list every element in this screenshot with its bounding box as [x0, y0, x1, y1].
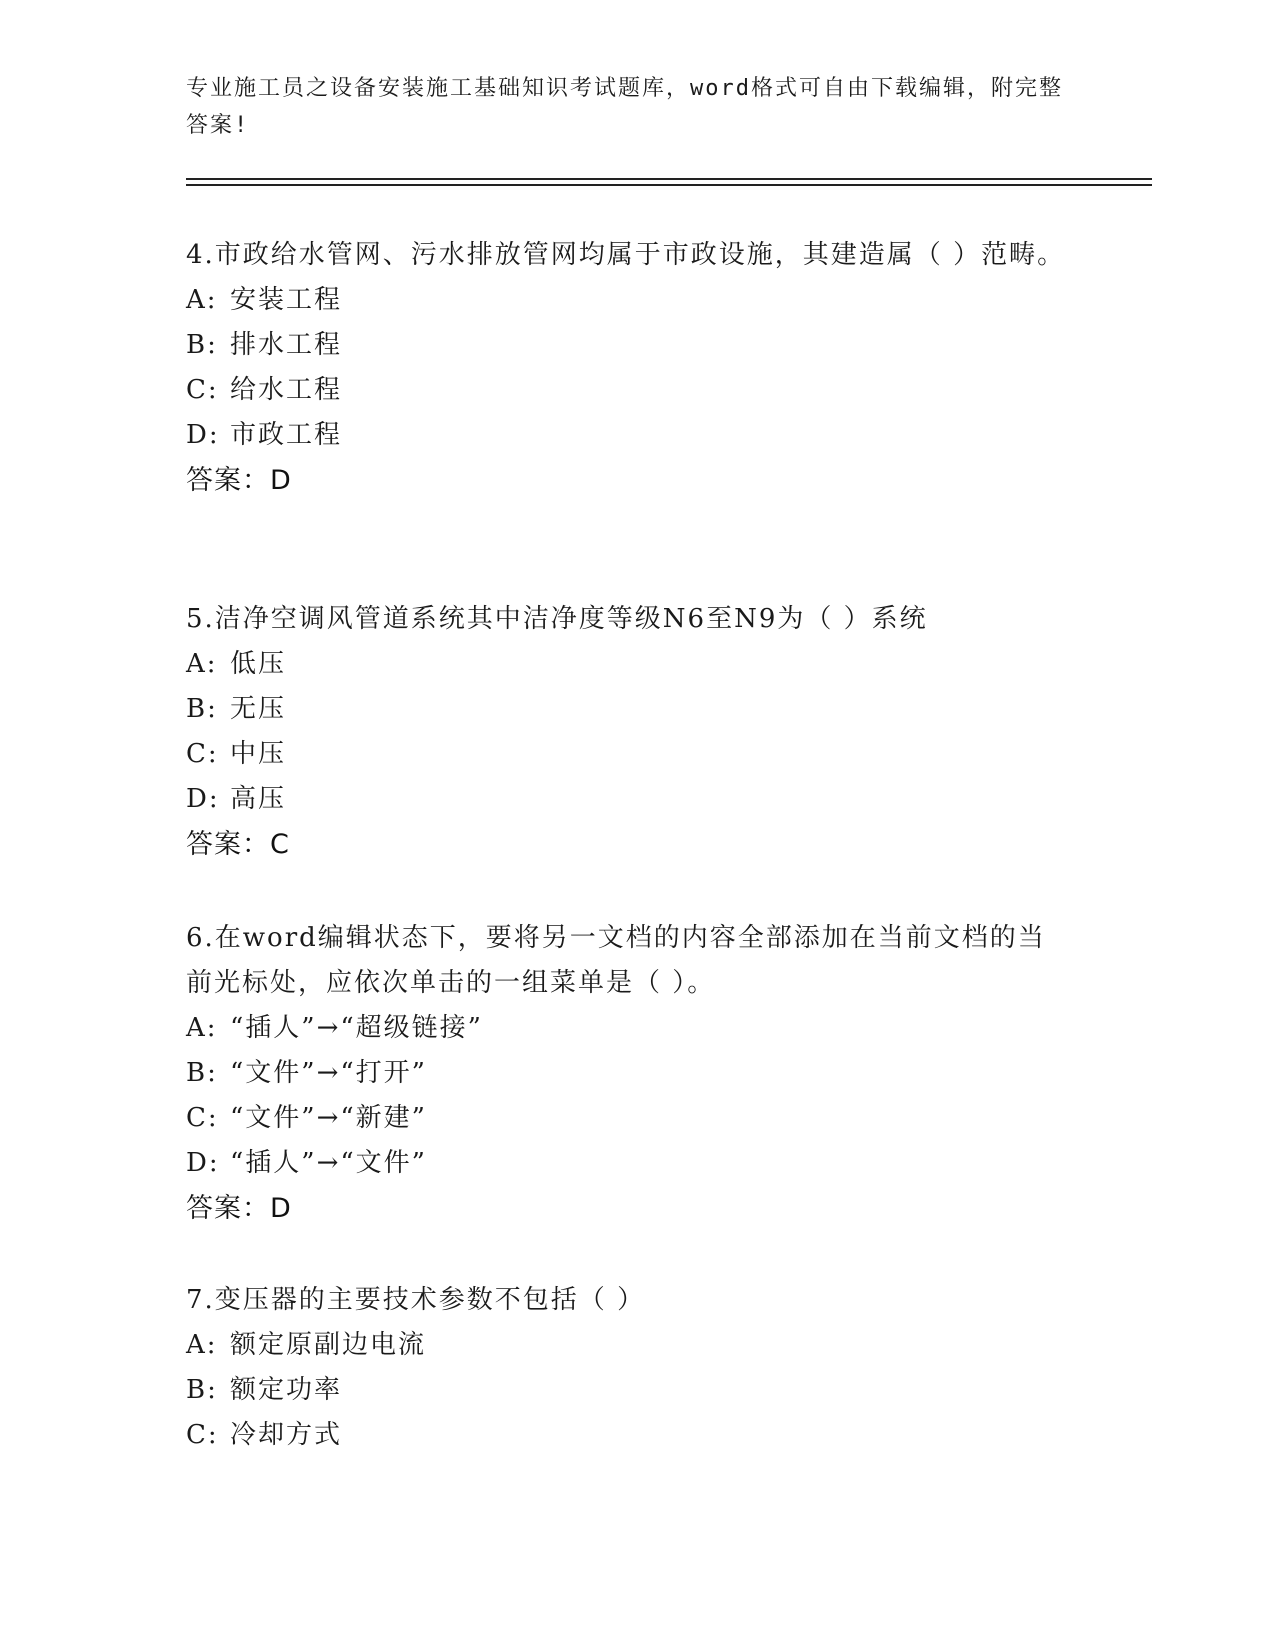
option-letter: B:: [186, 694, 218, 724]
question-stem: 4.市政给水管网、污水排放管网均属于市政设施，其建造属（ ）范畴。: [186, 240, 1066, 270]
option-b: [186, 323, 1066, 368]
option-text: 冷却方式: [230, 1420, 343, 1450]
option-d: [186, 1141, 1066, 1186]
option-c: [186, 1413, 1066, 1458]
option-letter: D:: [186, 420, 220, 450]
answer-line: 答案：D: [186, 465, 292, 496]
question-6: [186, 916, 1066, 1232]
answer-line: 答案：D: [186, 1193, 292, 1224]
option-text: 低压: [230, 649, 287, 679]
option-text: “插人”→“超级链接”: [230, 1013, 483, 1043]
option-text: “插人”→“文件”: [230, 1148, 427, 1178]
option-c: [186, 1096, 1066, 1141]
option-text: 安装工程: [230, 285, 343, 315]
question-stem: 7.变压器的主要技术参数不包括（ ）: [186, 1285, 646, 1315]
option-letter: D:: [186, 784, 220, 814]
option-text: 无压: [230, 694, 287, 724]
option-letter: C:: [186, 1103, 219, 1133]
question-stem: 6.在word编辑状态下，要将另一文档的内容全部添加在当前文档的当前光标处，应依次单击的一组菜单是（ ）。: [186, 923, 1046, 998]
option-text: 市政工程: [230, 420, 343, 450]
option-a: [186, 1006, 1066, 1051]
option-letter: A:: [186, 285, 218, 315]
option-text: “文件”→“打开”: [230, 1058, 427, 1088]
option-letter: C:: [186, 1420, 219, 1450]
header-divider-top: [186, 178, 1152, 180]
option-letter: B:: [186, 1375, 218, 1405]
question-5: [186, 597, 1066, 868]
option-text: 排水工程: [230, 330, 343, 360]
question-stem: 5.洁净空调风管道系统其中洁净度等级N6至N9为（ ）系统: [186, 604, 928, 634]
option-b: [186, 1368, 1066, 1413]
header-divider-bottom: [186, 184, 1152, 186]
option-letter: B:: [186, 330, 218, 360]
option-letter: A:: [186, 1013, 218, 1043]
option-text: “文件”→“新建”: [230, 1103, 427, 1133]
option-b: [186, 1051, 1066, 1096]
option-text: 额定原副边电流: [230, 1330, 427, 1360]
option-text: 给水工程: [230, 375, 343, 405]
option-letter: B:: [186, 1058, 218, 1088]
option-a: [186, 278, 1066, 323]
option-text: 高压: [230, 784, 287, 814]
option-b: [186, 687, 1066, 732]
document-intro: 专业施工员之设备安装施工基础知识考试题库，word格式可自由下载编辑，附完整答案!: [186, 76, 1063, 138]
option-a: [186, 642, 1066, 687]
option-text: 额定功率: [230, 1375, 343, 1405]
option-letter: C:: [186, 739, 219, 769]
option-letter: D:: [186, 1148, 220, 1178]
option-letter: A:: [186, 649, 218, 679]
question-7: [186, 1278, 1066, 1458]
option-letter: C:: [186, 375, 219, 405]
option-c: [186, 368, 1066, 413]
question-4: [186, 233, 1066, 504]
option-letter: A:: [186, 1330, 218, 1360]
option-c: [186, 732, 1066, 777]
option-text: 中压: [230, 739, 287, 769]
option-d: [186, 413, 1066, 458]
option-d: [186, 777, 1066, 822]
answer-line: 答案：C: [186, 829, 290, 860]
option-a: [186, 1323, 1066, 1368]
